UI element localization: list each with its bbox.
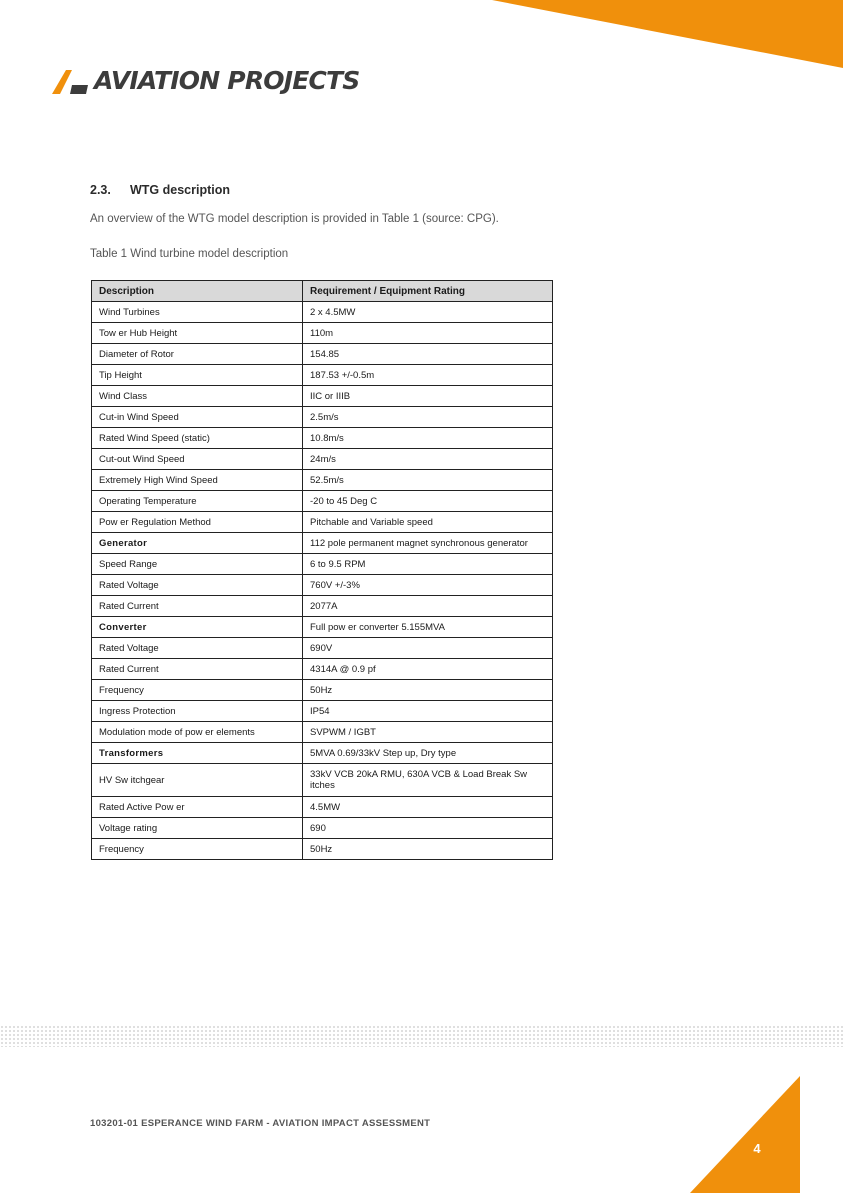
table-row — [92, 428, 553, 449]
table-row — [92, 659, 553, 680]
table-row — [92, 512, 553, 533]
wind-turbine-spec-table — [91, 280, 553, 860]
table-row — [92, 365, 553, 386]
logo-mark-icon — [52, 68, 88, 94]
row-label: Tip Height — [92, 365, 303, 386]
table-row — [92, 638, 553, 659]
row-value: -20 to 45 Deg C — [303, 491, 553, 512]
row-label: Frequency — [92, 680, 303, 701]
row-label: Modulation mode of pow er elements — [92, 722, 303, 743]
row-label: Voltage rating — [92, 818, 303, 839]
table-row — [92, 797, 553, 818]
table-row — [92, 386, 553, 407]
row-label: Wind Turbines — [92, 302, 303, 323]
table-row — [92, 596, 553, 617]
table-row — [92, 764, 553, 797]
row-value: 690 — [303, 818, 553, 839]
footer-document-title: 103201-01 ESPERANCE WIND FARM - AVIATION IMPACT ASSESSMENT — [90, 1118, 431, 1129]
table-row — [92, 407, 553, 428]
table-caption: Table 1 Wind turbine model description — [90, 248, 289, 260]
row-value: 50Hz — [303, 680, 553, 701]
row-label: Cut-out Wind Speed — [92, 449, 303, 470]
row-label: Diameter of Rotor — [92, 344, 303, 365]
table-row — [92, 302, 553, 323]
intro-paragraph: An overview of the WTG model description is provided in Table 1 (source: CPG). — [90, 213, 499, 225]
table-row — [92, 470, 553, 491]
table-row — [92, 818, 553, 839]
row-label: Extremely High Wind Speed — [92, 470, 303, 491]
row-value: SVPWM / IGBT — [303, 722, 553, 743]
row-value: 52.5m/s — [303, 470, 553, 491]
table-row — [92, 344, 553, 365]
row-value: 187.53 +/-0.5m — [303, 365, 553, 386]
row-label: HV Sw itchgear — [92, 764, 303, 797]
row-label: Ingress Protection — [92, 701, 303, 722]
row-label: Wind Class — [92, 386, 303, 407]
table-row — [92, 533, 553, 554]
row-value: 2077A — [303, 596, 553, 617]
row-label: Tow er Hub Height — [92, 323, 303, 344]
row-value: 24m/s — [303, 449, 553, 470]
row-value: 760V +/-3% — [303, 575, 553, 596]
table-row — [92, 554, 553, 575]
row-value: 4.5MW — [303, 797, 553, 818]
row-label: Rated Voltage — [92, 575, 303, 596]
row-label: Pow er Regulation Method — [92, 512, 303, 533]
table-row — [92, 449, 553, 470]
row-value: 690V — [303, 638, 553, 659]
table-row — [92, 323, 553, 344]
row-label-group: Generator — [92, 533, 303, 554]
row-value: Pitchable and Variable speed — [303, 512, 553, 533]
table-row — [92, 617, 553, 638]
dotted-separator — [0, 1025, 843, 1047]
table-row — [92, 701, 553, 722]
row-label: Rated Active Pow er — [92, 797, 303, 818]
row-value: 4314A @ 0.9 pf — [303, 659, 553, 680]
table-row — [92, 743, 553, 764]
row-value: 2 x 4.5MW — [303, 302, 553, 323]
row-value: 33kV VCB 20kA RMU, 630A VCB & Load Break Sw itches — [303, 764, 553, 797]
row-value: IP54 — [303, 701, 553, 722]
row-value: 110m — [303, 323, 553, 344]
row-value: 5MVA 0.69/33kV Step up, Dry type — [303, 743, 553, 764]
column-header-rating: Requirement / Equipment Rating — [303, 281, 553, 302]
row-label: Frequency — [92, 839, 303, 860]
table-row — [92, 722, 553, 743]
logo-text: AVIATION PROJECTS — [94, 66, 360, 95]
table-header-row — [92, 281, 553, 302]
row-value: IIC or IIIB — [303, 386, 553, 407]
footer-corner-triangle — [690, 1076, 800, 1193]
section-heading — [90, 183, 230, 197]
table-row — [92, 680, 553, 701]
row-value: 154.85 — [303, 344, 553, 365]
section-title: WTG description — [130, 183, 230, 197]
row-value: Full pow er converter 5.155MVA — [303, 617, 553, 638]
table-row — [92, 575, 553, 596]
row-label: Cut-in Wind Speed — [92, 407, 303, 428]
row-label: Rated Wind Speed (static) — [92, 428, 303, 449]
row-label: Operating Temperature — [92, 491, 303, 512]
page-number: 4 — [753, 1141, 761, 1156]
section-number: 2.3. — [90, 183, 111, 197]
table-row — [92, 491, 553, 512]
row-value: 6 to 9.5 RPM — [303, 554, 553, 575]
table-row — [92, 839, 553, 860]
row-value: 10.8m/s — [303, 428, 553, 449]
row-label: Rated Voltage — [92, 638, 303, 659]
row-label: Rated Current — [92, 659, 303, 680]
row-value: 112 pole permanent magnet synchronous generator — [303, 533, 553, 554]
company-logo — [52, 66, 360, 96]
row-value: 50Hz — [303, 839, 553, 860]
row-label: Rated Current — [92, 596, 303, 617]
row-label-group: Transformers — [92, 743, 303, 764]
row-label: Speed Range — [92, 554, 303, 575]
row-label-group: Converter — [92, 617, 303, 638]
row-value: 2.5m/s — [303, 407, 553, 428]
column-header-description: Description — [92, 281, 303, 302]
